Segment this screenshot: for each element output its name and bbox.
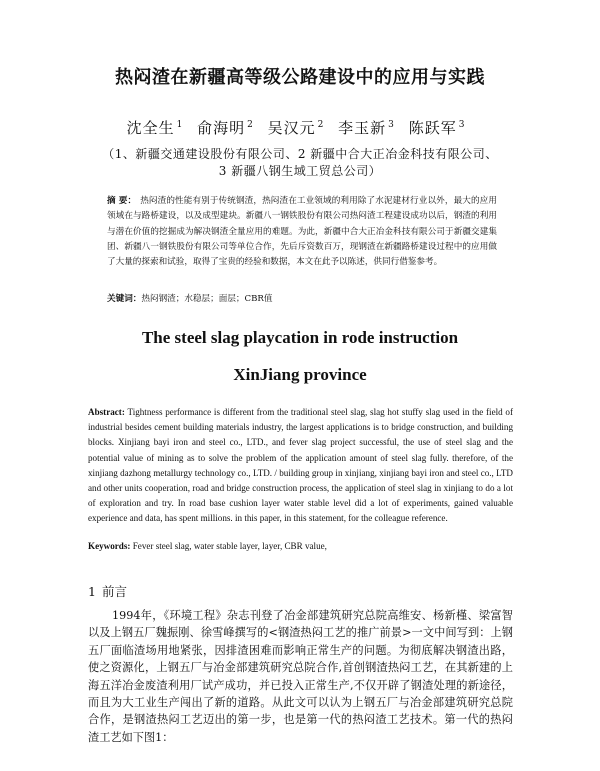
- section-paragraph: 1994年，《环境工程》杂志刊登了冶金部建筑研究总院高维安、杨新槿、梁富智以及上钢五厂魏振刚、徐雪峰撰写的<钢渣热闷工艺的推广前景>一文中间写到：上钢五厂面临渣场用地紧张，因排渣困难而影响正常生产的问题。为彻底解决钢渣出路，使之资源化，上钢五厂与冶金部建筑研究总院合作,首创钢渣热闷工艺，在其新建的上海五洋冶金废渣利用厂试产成功，并已投入正常生产,不仅开辟了钢渣处理的新途径，而且为大工业生产闯出了新的道路。从此文可以认为上钢五厂与冶金部建筑研究总院合作，是钢渣热闷工艺迈出的第一步，也是第一代的热闷渣工艺技术。第一代的热闷渣工艺如下图1：: [88, 609, 513, 744]
- author-affil-mark: 3: [388, 120, 395, 130]
- abstract-cn-text: 热闷渣的性能有别于传统钢渣，热闷渣在工业领域的利用除了水泥建材行业以外，最大的应用领域在与路桥建设，以及成型建块。新疆八一钢铁股份有限公司热闷渣工程建设成功以后，钢渣的利用与潜在价值的挖掘成为解决钢渣全量应用的难题。为此，新疆中合大正冶金科技有限公司于新疆交建集团、新疆八一钢铁股份有限公司等单位合作，先后斥资数百万，现钢渣在新疆路桥建设过程中的应用做了大量的探索和试验，取得了宝贵的经验和数据，本文在此予以陈述，供同行借鉴参考。: [107, 196, 497, 268]
- keywords-cn-text: 热闷钢渣；水稳层；面层；CBR值: [141, 294, 273, 304]
- author-affil-mark: 2: [317, 120, 325, 130]
- affiliation-line-2: 3 新疆八钢生域工贸总公司）: [218, 164, 382, 178]
- author-name: 吴汉元: [267, 119, 316, 137]
- affiliation-line-1: （1、新疆交通建设股份有限公司、2 新疆中合大正冶金科技有限公司、: [102, 147, 498, 161]
- keywords-en: [88, 541, 513, 551]
- author-affil-mark: 1: [176, 120, 184, 130]
- section-title: 前言: [101, 584, 127, 599]
- author-affil-mark: 3: [458, 120, 466, 130]
- paper-title-cn: 热闷渣在新疆高等级公路建设中的应用与实践: [115, 67, 485, 88]
- keywords-en-label: Keywords:: [88, 541, 131, 551]
- section-heading: [88, 582, 133, 600]
- abstract-en-label: Abstract:: [88, 407, 125, 417]
- keywords-en-text: Fever steel slag, water stable layer, layer, CBR value,: [132, 541, 327, 551]
- abstract-cn: [107, 194, 497, 270]
- keywords-cn-label: 关键词：: [107, 294, 142, 304]
- abstract-cn-label: 摘 要：: [107, 196, 137, 206]
- abstract-en-text: Tightness performance is different from the traditional steel slag, slag hot stuffy slag used in the field of industrial besides cement building materials industry, the largest applications is to bridge construction, and building blocks. Xinjiang bayi iron and steel co., LTD., and fever slag project successful, the use of steel slag and the potential value of mining as to solve the problem of the application amount of steel slag fully. therefore, of the xinjiang dazhong metallurgy technology co., LTD. / building group in xinjiang, xinjiang bayi iron and steel co., LTD and other units cooperation, road and bridge construction process, the application of steel slag in xinjiang to do a lot of exploration and try. In road base cushion layer water stable level did a lot of experiments, gained valuable experience and data, has spent millions. in this paper, in this statement, for the colleague reference.: [88, 407, 513, 524]
- author-name: 沈全生: [126, 119, 175, 137]
- section-number: 1: [88, 584, 96, 599]
- author-affil-mark: 2: [247, 120, 254, 130]
- author-name: 李玉新: [338, 119, 387, 137]
- abstract-en: [88, 405, 513, 527]
- author-name: 俞海明: [197, 119, 246, 137]
- author-list: [0, 117, 600, 138]
- paper-title-en-line-2: XinJiang province: [233, 365, 367, 384]
- author-name: 陈跃军: [408, 119, 457, 137]
- keywords-cn: [107, 292, 497, 304]
- paper-title-en-line-1: The steel slag playcation in rode instruction: [141, 328, 459, 347]
